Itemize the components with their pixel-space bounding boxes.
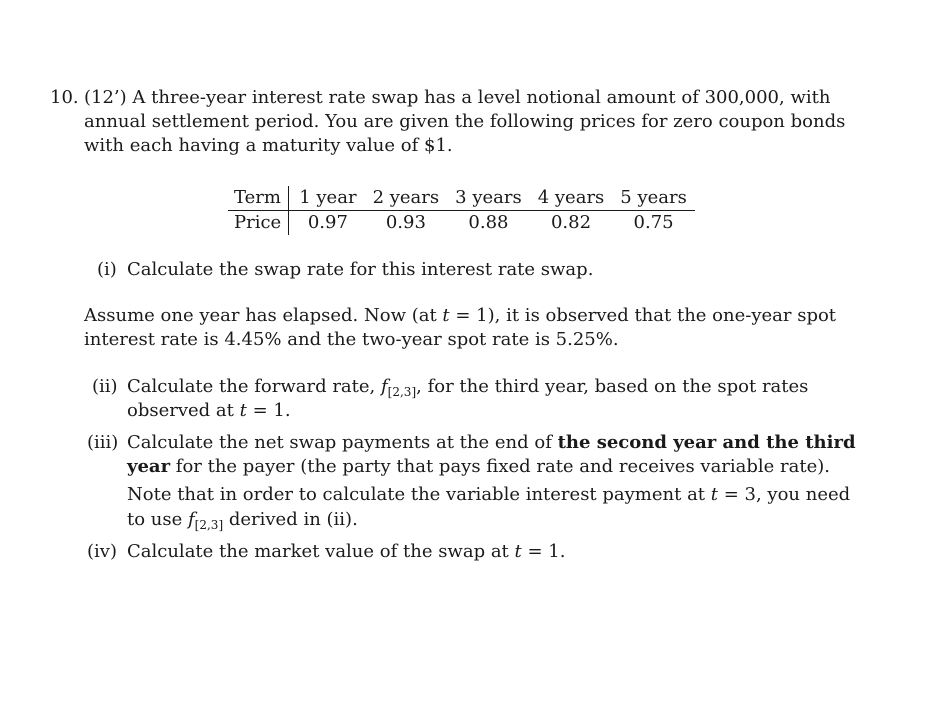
time-variable: t (514, 541, 522, 562)
part-iii-text: Calculate the net swap payments at the end of (127, 432, 558, 453)
term-row (228, 186, 695, 211)
part-i-label: (i) (97, 259, 117, 280)
price-cell: 0.97 (307, 212, 348, 233)
term-cell: 5 years (612, 186, 695, 211)
problem-intro-line-1 (84, 87, 830, 109)
part-iv-text: Calculate the market value of the swap at (127, 541, 515, 562)
part-iii-text: = 3, you need (718, 484, 851, 505)
term-cell: 1 year (289, 186, 365, 211)
part-iii-emphasis: the second year and the third (557, 432, 856, 453)
forward-rate-subscript: [2,3] (194, 518, 224, 532)
part-ii-line-1 (127, 376, 808, 403)
part-iii-line-4 (127, 509, 358, 536)
time-variable: t (442, 305, 450, 326)
part-iii-text: Note that in order to calculate the variable interest payment at (127, 484, 711, 505)
part-i-text: Calculate the swap rate for this interest rate swap. (127, 259, 594, 280)
part-iv-label: (iv) (87, 541, 117, 562)
part-ii-text: = 1. (246, 400, 291, 421)
part-ii-text: observed at (127, 400, 240, 421)
price-cell: 0.82 (550, 212, 592, 233)
assumption-text: = 1), it is observed that the one-year spot (449, 305, 837, 326)
part-iii-emphasis: year (127, 456, 171, 477)
part-iii-line-2 (127, 456, 830, 478)
assumption-text: Assume one year has elapsed. Now (at (84, 305, 443, 326)
problem-points: (12’) (84, 87, 127, 108)
part-ii-label: (ii) (92, 376, 118, 397)
price-cell: 0.75 (633, 212, 674, 233)
price-cell: 0.93 (385, 212, 426, 233)
intro-text-1: A three-year interest rate swap has a level notional amount of 300,000, with (132, 87, 831, 108)
term-cell: 4 years (530, 186, 613, 211)
part-ii-text: , for the third year, based on the spot rates (416, 376, 809, 397)
problem-intro-line-2: annual settlement period. You are given the following prices for zero coupon bonds (84, 111, 846, 132)
forward-rate-subscript: [2,3] (387, 385, 417, 399)
problem-intro-line-3: with each having a maturity value of $1. (84, 135, 453, 156)
forward-rate-symbol: f (381, 376, 388, 397)
bond-price-table (228, 186, 695, 235)
part-iv-line (127, 541, 565, 563)
part-iii-line-3 (127, 484, 850, 506)
price-row (228, 211, 695, 236)
assumption-line-1 (84, 305, 836, 327)
part-iv-text: = 1. (521, 541, 566, 562)
part-iii-line-1 (127, 432, 856, 454)
price-cell: 0.88 (468, 212, 509, 233)
term-header: Term (228, 186, 289, 211)
part-iii-label: (iii) (87, 432, 119, 453)
term-cell: 2 years (365, 186, 448, 211)
time-variable: t (710, 484, 718, 505)
part-iii-text: derived in (ii). (223, 509, 358, 530)
part-ii-text: Calculate the forward rate, (127, 376, 381, 397)
problem-number: 10. (50, 87, 79, 108)
price-header: Price (228, 211, 289, 236)
assumption-line-2: interest rate is 4.45% and the two-year spot rate is 5.25%. (84, 329, 619, 350)
part-ii-line-2 (127, 400, 291, 422)
forward-rate-symbol: f (188, 509, 195, 530)
part-iii-text: to use (127, 509, 188, 530)
part-iii-text: for the payer (the party that pays fixed rate and receives variable rate). (170, 456, 831, 477)
time-variable: t (239, 400, 247, 421)
term-cell: 3 years (447, 186, 530, 211)
